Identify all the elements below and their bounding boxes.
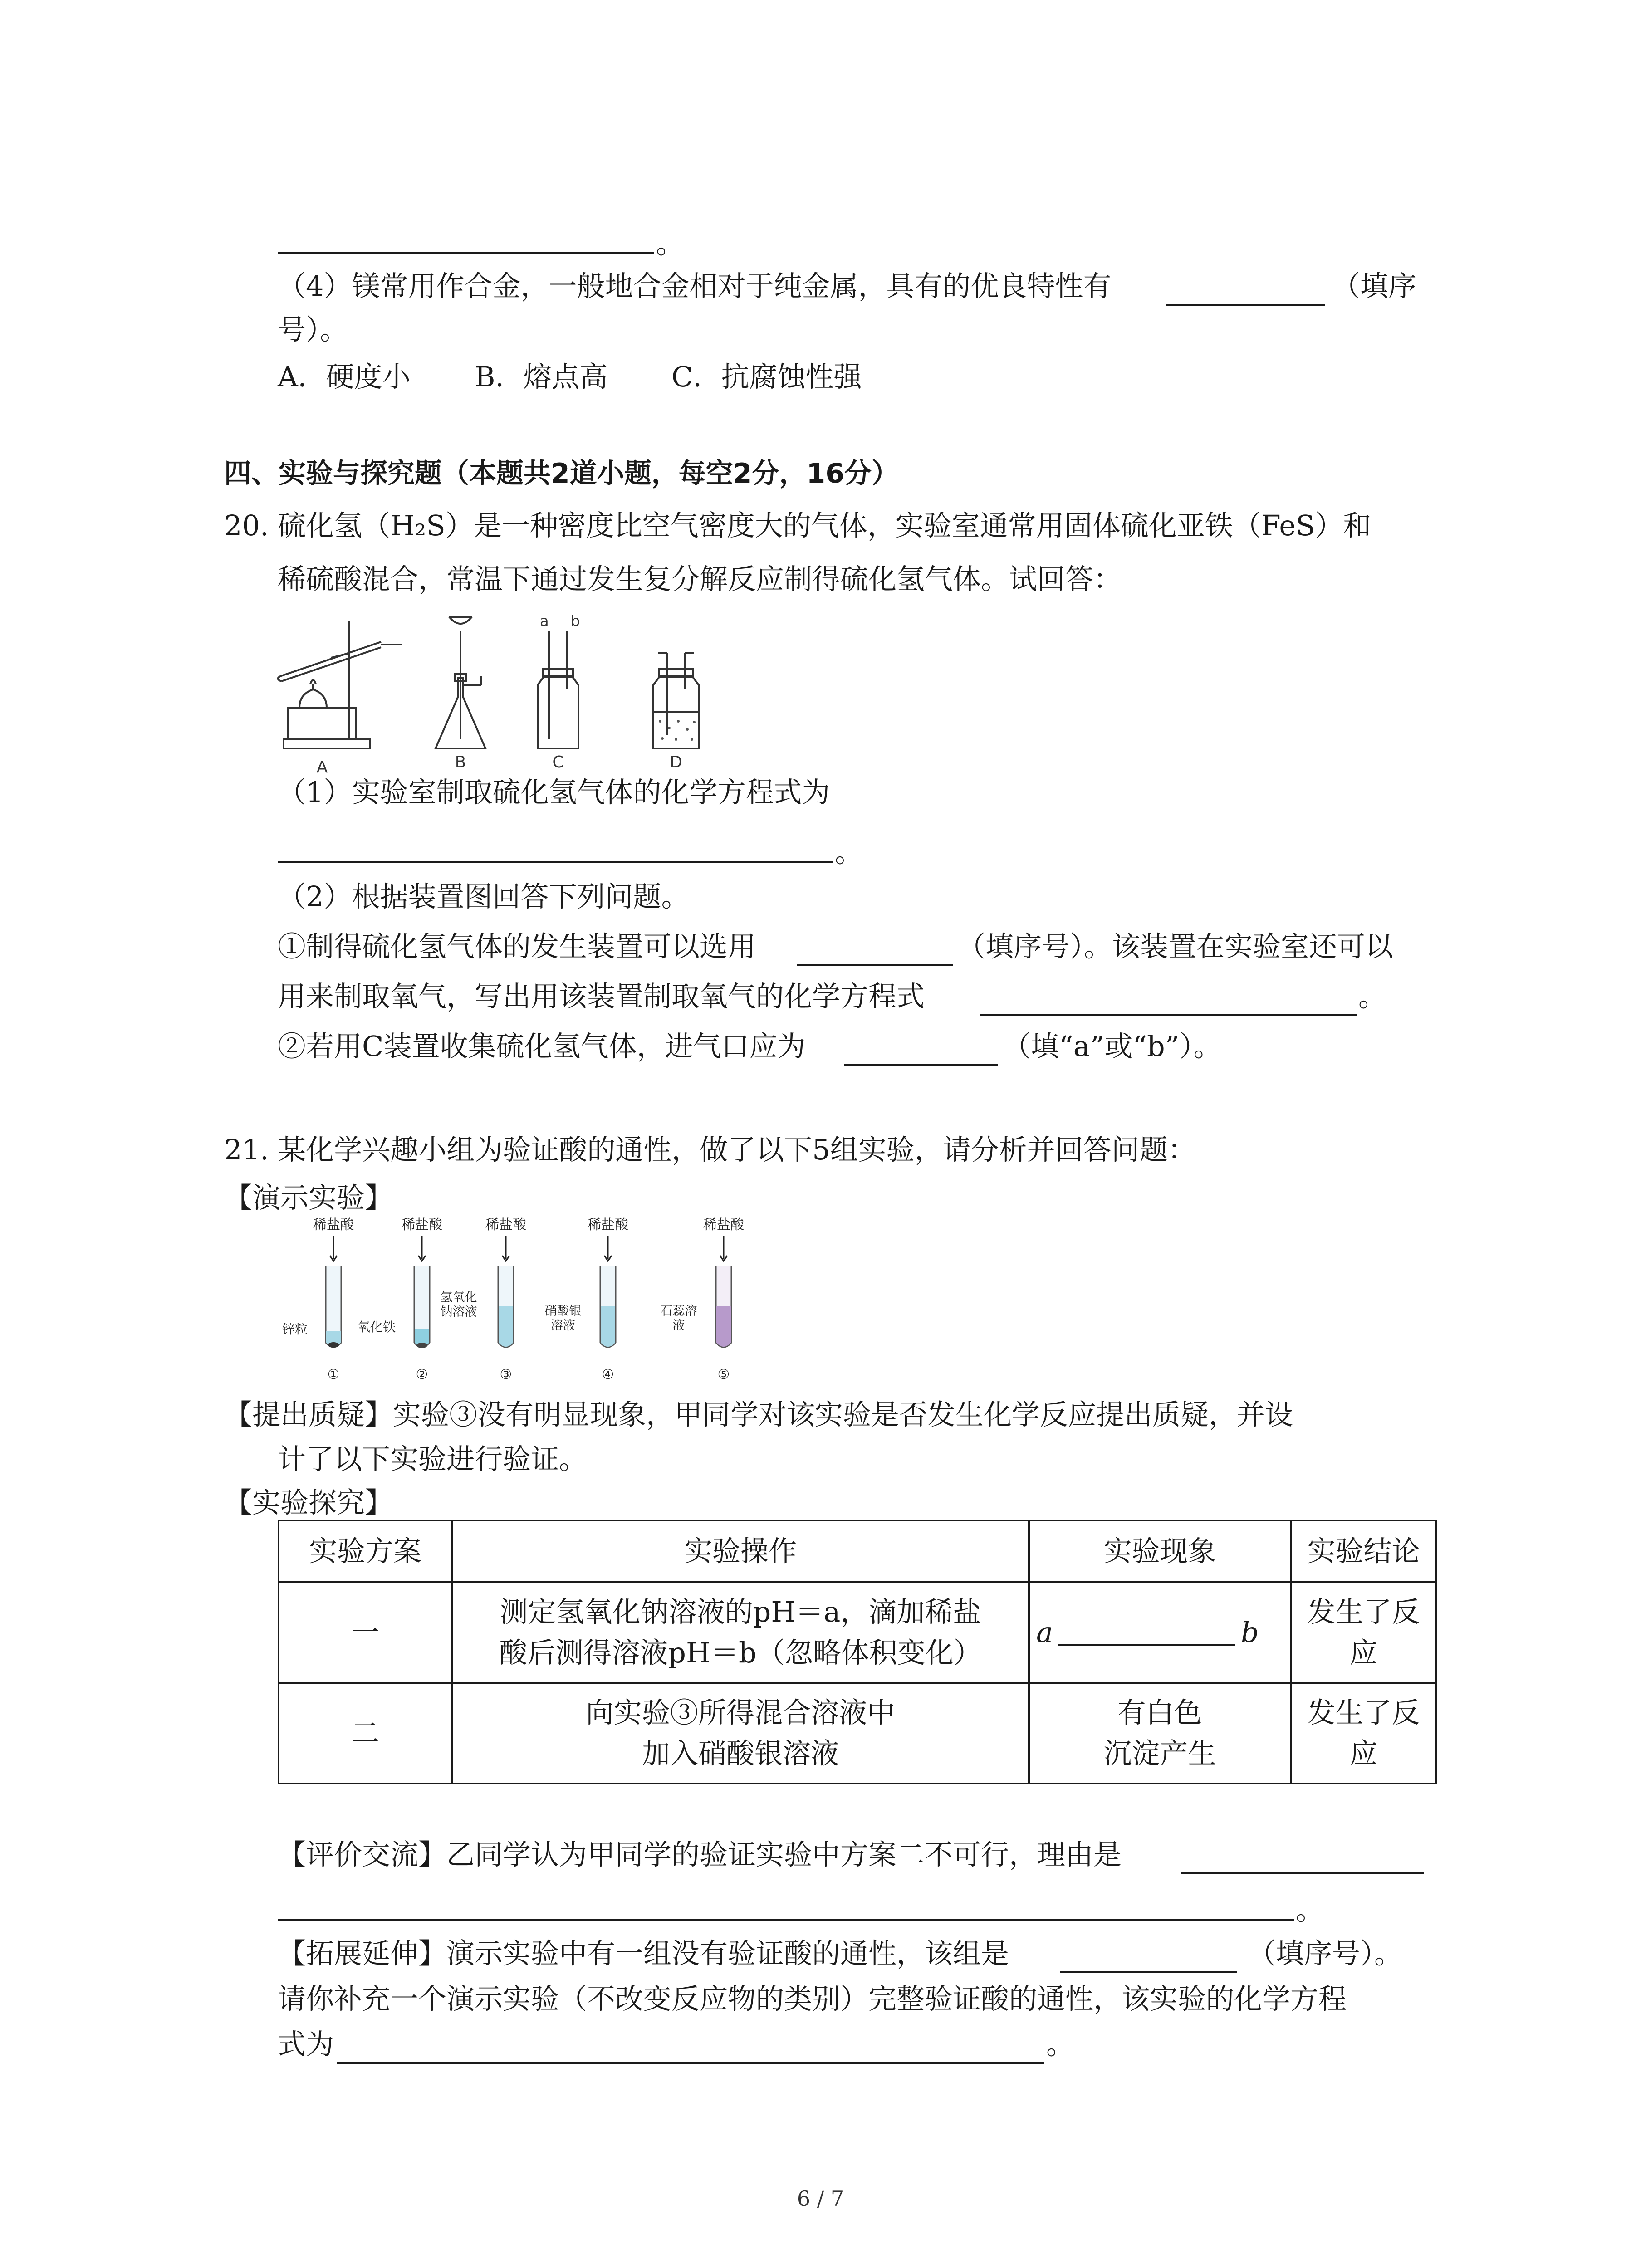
liquid-dots (659, 720, 696, 741)
apparatus-c (538, 631, 578, 748)
reagent-label: 稀盐酸 (588, 1217, 628, 1233)
answer-blank[interactable] (278, 252, 654, 254)
label-b: B (455, 753, 466, 772)
operation-cell (452, 1582, 1029, 1683)
reagent-label: 稀盐酸 (313, 1217, 354, 1233)
answer-blank[interactable] (797, 964, 953, 966)
extension-text2: 请你补充一个演示实验（不改变反应物的类别）完整验证酸的通性，该实验的化学方程 (278, 1982, 1347, 2015)
header-operation: 实验操作 (452, 1520, 1029, 1582)
phenomenon-line: 沉淀产生 (1103, 1737, 1216, 1770)
tube-number: ④ (602, 1367, 614, 1383)
answer-blank[interactable] (1181, 1872, 1424, 1874)
plan-cell: 二 (279, 1683, 452, 1784)
phenomenon-line: 有白色 (1117, 1696, 1202, 1730)
reagent-label: 稀盐酸 (402, 1217, 442, 1233)
q19-part4-fill-hint-end: 号）。 (278, 313, 348, 346)
tube-1 (282, 1217, 354, 1383)
conclusion-cell: 发生了反应 (1291, 1582, 1436, 1683)
q20-stem-line2: 稀硫酸混合，常温下通过发生复分解反应制得硫化氢气体。试回答： (278, 562, 1122, 596)
answer-blank[interactable] (1166, 304, 1325, 306)
answer-blank[interactable] (980, 1014, 1357, 1016)
substance-label: 锌粒 (282, 1322, 308, 1337)
tube-4 (544, 1217, 629, 1383)
tube-number: ① (327, 1367, 340, 1383)
answer-blank[interactable] (844, 1064, 998, 1066)
doubt-line2: 计了以下实验进行验证。 (278, 1442, 588, 1476)
reagent-label: 稀盐酸 (485, 1217, 526, 1233)
q20-part2-2-hint: （填“a”或“b”）。 (1003, 1030, 1222, 1063)
section-title: 四、实验与探究题（本题共2道小题，每空2分，16分） (224, 458, 899, 489)
q20-part2-1-text: ①制得硫化氢气体的发生装置可以选用 (278, 930, 756, 963)
option-c: C．抗腐蚀性强 (671, 360, 862, 393)
answer-blank[interactable] (337, 2062, 1044, 2064)
table-row (279, 1683, 1436, 1784)
substance-label: 硝酸银溶液 (544, 1304, 582, 1333)
period-mark: 。 (835, 836, 863, 869)
explore-title: 【实验探究】 (224, 1486, 393, 1519)
port-b-label: b (571, 612, 580, 630)
operation-line: 酸后测得溶液pH＝b（忽略体积变化） (499, 1636, 982, 1669)
tube-number: ③ (500, 1367, 512, 1383)
phenomenon-cell (1029, 1582, 1291, 1683)
test-tubes-figure (272, 1216, 771, 1393)
tube-number: ⑤ (717, 1367, 730, 1383)
period-mark: 。 (1296, 1893, 1324, 1926)
phenomenon-cell (1029, 1683, 1291, 1784)
label-a: A (316, 758, 328, 777)
label-c: C (552, 753, 564, 772)
reagent-label: 稀盐酸 (703, 1217, 744, 1233)
period-mark: 。 (1046, 2028, 1075, 2061)
port-a-label: a (540, 612, 549, 630)
header-phenomenon: 实验现象 (1029, 1520, 1291, 1582)
q19-part4-text: （4）镁常用作合金，一般地合金相对于纯金属，具有的优良特性有 (278, 269, 1112, 303)
conclusion-cell: 发生了反应 (1291, 1683, 1436, 1784)
operation-cell (452, 1683, 1029, 1784)
q20-part1-text: （1）实验室制取硫化氢气体的化学方程式为 (278, 776, 830, 809)
doubt-line1: 【提出质疑】实验③没有明显现象，甲同学对该实验是否发生化学反应提出质疑，并设 (224, 1398, 1293, 1431)
tube-number: ② (416, 1367, 428, 1383)
operation-line: 测定氢氧化钠溶液的pH＝a，滴加稀盐 (500, 1595, 981, 1629)
option-b: B．熔点高 (475, 360, 608, 393)
page-number: 6 / 7 (797, 2186, 844, 2211)
q21-stem: 21. 某化学兴趣小组为验证酸的通性，做了以下5组实验，请分析并回答问题： (224, 1133, 1196, 1166)
q20-part2-text: （2）根据装置图回答下列问题。 (278, 880, 690, 913)
q20-part2-2-text: ②若用C装置收集硫化氢气体，进气口应为 (278, 1030, 806, 1063)
plan-cell: 一 (279, 1582, 452, 1683)
substance-label: 石蕊溶液 (660, 1304, 697, 1333)
apparatus-d (653, 653, 699, 748)
q20-part2-1-text2: 用来制取氧气，写出用该装置制取氧气的化学方程式 (278, 980, 925, 1013)
table-header-row (279, 1520, 1436, 1582)
extension-text: 【拓展延伸】演示实验中有一组没有验证酸的通性，该组是 (278, 1937, 1009, 1970)
substance-label: 氢氧化钠溶液 (440, 1290, 477, 1320)
extension-hint: （填序号）。 (1248, 1937, 1403, 1970)
experiment-table (278, 1520, 1437, 1784)
lab-apparatus-figure (268, 603, 785, 780)
answer-blank[interactable] (1058, 1621, 1235, 1646)
evaluation-text: 【评价交流】乙同学认为甲同学的验证实验中方案二不可行，理由是 (278, 1838, 1122, 1871)
q20-stem-line1: 20. 硫化氢（H₂S）是一种密度比空气密度大的气体，实验室通常用固体硫化亚铁（FeS）和 (224, 509, 1372, 542)
tube-2 (358, 1217, 443, 1383)
answer-blank[interactable] (278, 861, 833, 863)
substance-label: 氧化铁 (357, 1320, 396, 1334)
table-row (279, 1582, 1436, 1683)
operation-line: 向实验③所得混合溶液中 (585, 1696, 895, 1730)
label-d: D (670, 753, 682, 772)
answer-blank[interactable] (278, 1919, 1294, 1921)
apparatus-b (436, 617, 485, 748)
demo-title: 【演示实验】 (224, 1181, 393, 1214)
option-a: A．硬度小 (278, 360, 411, 393)
operation-line: 加入硝酸银溶液 (642, 1737, 839, 1770)
var-b: b (1240, 1616, 1259, 1649)
header-plan: 实验方案 (279, 1520, 452, 1582)
apparatus-a (278, 621, 402, 748)
tube-5 (660, 1217, 745, 1383)
tube-3 (440, 1217, 527, 1383)
var-a: a (1036, 1616, 1053, 1649)
extension-text3: 式为 (278, 2028, 334, 2061)
period-mark: 。 (1358, 980, 1387, 1013)
period-mark: 。 (656, 227, 685, 260)
q19-part4-fill-hint: （填序 (1332, 269, 1417, 303)
q20-part2-1-hint: （填序号）。该装置在实验室还可以 (957, 930, 1394, 963)
header-conclusion: 实验结论 (1291, 1520, 1436, 1582)
answer-blank[interactable] (1060, 1971, 1237, 1973)
